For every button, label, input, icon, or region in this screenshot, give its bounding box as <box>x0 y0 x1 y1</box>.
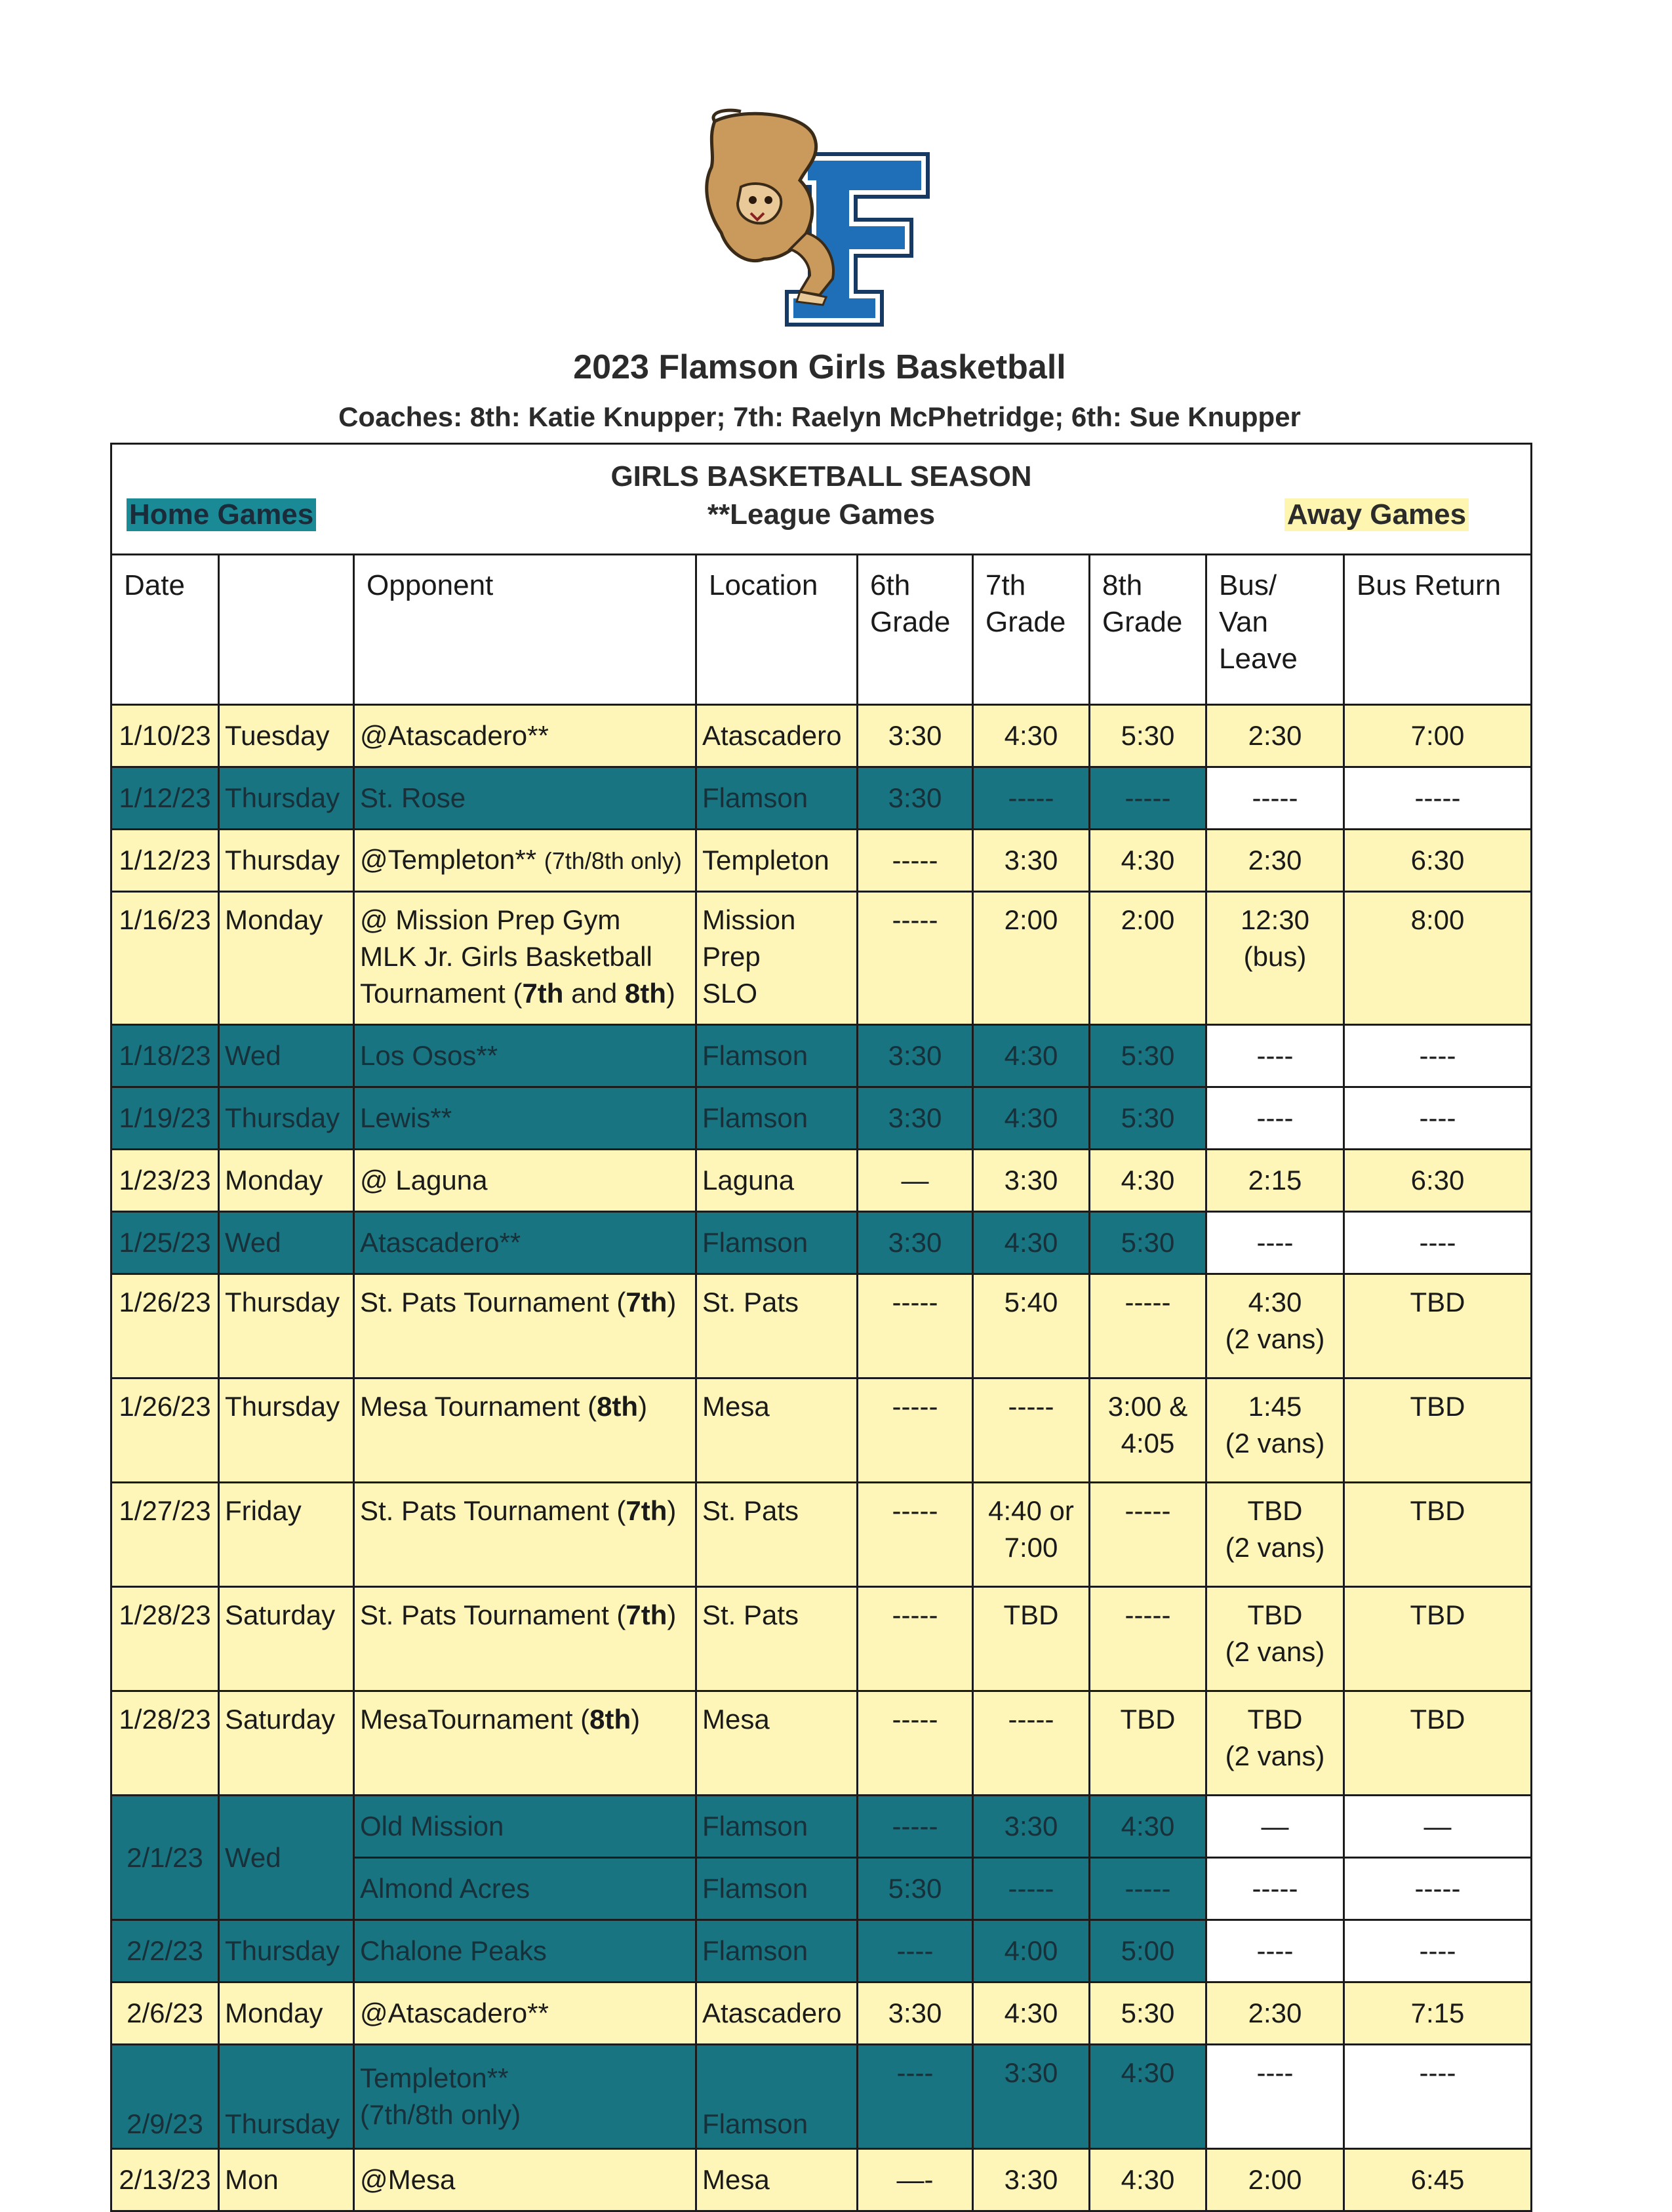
opponent-cell <box>354 1691 696 1796</box>
season-heading: GIRLS BASKETBALL SEASON <box>610 460 1032 493</box>
leave-line: (bus) <box>1243 941 1307 972</box>
text-part: ) <box>666 978 675 1009</box>
legend-header <box>111 444 1532 555</box>
grade8-cell: 4:30 <box>1090 1150 1206 1212</box>
opponent-cell: Almond Acres <box>354 1858 696 1920</box>
grade7-cell: 4:30 <box>973 1982 1090 2045</box>
bus-leave-cell <box>1206 1483 1344 1587</box>
grade6-cell: 3:30 <box>858 1982 973 2045</box>
grade8-cell: 4:30 <box>1090 830 1206 892</box>
day-cell: Wed <box>219 1212 354 1274</box>
bus-return-cell: ---- <box>1344 1920 1532 1982</box>
date-cell: 1/10/23 <box>111 705 219 767</box>
leave-line: (2 vans) <box>1225 1636 1325 1667</box>
grade6-cell: ----- <box>858 1274 973 1378</box>
location-cell: Flamson <box>696 1025 858 1087</box>
date-cell: 1/25/23 <box>111 1212 219 1274</box>
bus-leave-cell: 2:15 <box>1206 1150 1344 1212</box>
bus-return-cell: TBD <box>1344 1691 1532 1796</box>
table-row <box>111 2149 1532 2211</box>
col-7th-grade: 7th Grade <box>973 555 1090 705</box>
table-row <box>111 1982 1532 2045</box>
bus-leave-cell: — <box>1206 1796 1344 1858</box>
grade6-cell: —- <box>858 2149 973 2211</box>
grade6-cell: ----- <box>858 830 973 892</box>
leave-line: 12:30 <box>1240 904 1310 935</box>
day-cell: Thursday <box>219 2045 354 2149</box>
opponent-cell: Old Mission <box>354 1796 696 1858</box>
col-day <box>219 555 354 705</box>
leave-line: (2 vans) <box>1225 1532 1325 1563</box>
bus-return-cell: 6:30 <box>1344 1150 1532 1212</box>
grade7-cell: TBD <box>973 1587 1090 1691</box>
opponent-cell <box>354 2045 696 2149</box>
bus-return-cell: ----- <box>1344 1858 1532 1920</box>
col-bus-return: Bus Return <box>1344 555 1532 705</box>
grade7-cell: ----- <box>973 1858 1090 1920</box>
location-line: Mission <box>702 904 796 935</box>
bus-return-cell: ---- <box>1344 1025 1532 1087</box>
grade6-cell: ----- <box>858 1378 973 1483</box>
day-cell: Monday <box>219 892 354 1025</box>
day-cell: Friday <box>219 1483 354 1587</box>
bus-leave-cell: ---- <box>1206 1212 1344 1274</box>
location-cell: Atascadero <box>696 705 858 767</box>
grade8-cell: ----- <box>1090 1587 1206 1691</box>
grade-bold: 7th <box>626 1495 667 1526</box>
day-cell: Mon <box>219 2149 354 2211</box>
location-cell: Flamson <box>696 1796 858 1858</box>
bus-leave-cell <box>1206 1691 1344 1796</box>
date-cell: 2/13/23 <box>111 2149 219 2211</box>
home-games-legend: Home Games <box>127 498 316 531</box>
day-cell: Thursday <box>219 1920 354 1982</box>
leave-line: 1:45 <box>1248 1391 1302 1422</box>
day-cell: Monday <box>219 1150 354 1212</box>
grade8-cell: 5:30 <box>1090 705 1206 767</box>
table-row <box>111 1274 1532 1378</box>
grade6-cell: 3:30 <box>858 1212 973 1274</box>
grade6-cell: ---- <box>858 2045 973 2149</box>
bus-return-cell: 6:30 <box>1344 830 1532 892</box>
opponent-cell <box>354 892 696 1025</box>
grade6-cell: ----- <box>858 1587 973 1691</box>
bus-return-cell: TBD <box>1344 1274 1532 1378</box>
location-cell: Atascadero <box>696 1982 858 2045</box>
schedule-table <box>110 443 1532 2212</box>
day-cell: Saturday <box>219 1691 354 1796</box>
grade8-cell: 5:30 <box>1090 1025 1206 1087</box>
table-row <box>111 1212 1532 1274</box>
location-cell <box>696 892 858 1025</box>
text-part: ) <box>631 1704 641 1735</box>
day-cell: Thursday <box>219 830 354 892</box>
grade6-cell: ---- <box>858 1920 973 1982</box>
grade8-cell: 5:00 <box>1090 1920 1206 1982</box>
col-bus-leave: Bus/ Van Leave <box>1206 555 1344 705</box>
table-row <box>111 1796 1532 1858</box>
bus-leave-cell: 2:30 <box>1206 1982 1344 2045</box>
bus-return-cell: 8:00 <box>1344 892 1532 1025</box>
time-line: 3:00 & <box>1107 1391 1188 1422</box>
location-cell: Laguna <box>696 1150 858 1212</box>
opponent-cell: St. Rose <box>354 767 696 830</box>
grade8-cell <box>1090 1378 1206 1483</box>
location-cell: Mesa <box>696 1378 858 1483</box>
bus-leave-cell: 2:00 <box>1206 2149 1344 2211</box>
leave-line: (2 vans) <box>1225 1323 1325 1354</box>
col-6th-grade: 6th Grade <box>858 555 973 705</box>
grade8-cell: ----- <box>1090 767 1206 830</box>
text-part: Tournament ( <box>360 978 523 1009</box>
location-cell: Templeton <box>696 830 858 892</box>
bus-return-cell: 6:45 <box>1344 2149 1532 2211</box>
grade7-cell: 2:00 <box>973 892 1090 1025</box>
grade-bold: 8th <box>597 1391 639 1422</box>
opponent-cell: Los Osos** <box>354 1025 696 1087</box>
grade6-cell: — <box>858 1150 973 1212</box>
day-cell: Tuesday <box>219 705 354 767</box>
location-cell: St. Pats <box>696 1274 858 1378</box>
opponent-note: (7th/8th only) <box>544 847 682 874</box>
grade7-cell: ----- <box>973 767 1090 830</box>
date-cell: 1/27/23 <box>111 1483 219 1587</box>
grade8-cell: 5:30 <box>1090 1087 1206 1150</box>
grade7-cell: 3:30 <box>973 1150 1090 1212</box>
text-part: MesaTournament ( <box>360 1704 590 1735</box>
date-cell: 1/18/23 <box>111 1025 219 1087</box>
opponent-cell: Chalone Peaks <box>354 1920 696 1982</box>
text-part: St. Pats Tournament ( <box>360 1495 626 1526</box>
grade7-cell: 3:30 <box>973 2045 1090 2149</box>
text-part: St. Pats Tournament ( <box>360 1599 626 1630</box>
date-cell: 1/12/23 <box>111 767 219 830</box>
grade6-cell: ----- <box>858 1483 973 1587</box>
grade-bold: 7th <box>626 1599 667 1630</box>
opponent-cell <box>354 1274 696 1378</box>
bus-leave-cell: ----- <box>1206 1858 1344 1920</box>
opponent-line: (7th/8th only) <box>360 2099 521 2130</box>
text-part: and <box>563 978 625 1009</box>
grade8-cell: 2:00 <box>1090 892 1206 1025</box>
table-row <box>111 1025 1532 1087</box>
opponent-cell: @Atascadero** <box>354 705 696 767</box>
table-row <box>111 1483 1532 1587</box>
table-row <box>111 1587 1532 1691</box>
opponent-cell: @ Laguna <box>354 1150 696 1212</box>
table-row <box>111 830 1532 892</box>
day-cell: Thursday <box>219 1087 354 1150</box>
grade7-cell <box>973 1483 1090 1587</box>
grade7-cell: 3:30 <box>973 2149 1090 2211</box>
grade7-cell: 4:00 <box>973 1920 1090 1982</box>
leave-line: 4:30 <box>1248 1287 1302 1317</box>
opponent-cell: @Mesa <box>354 2149 696 2211</box>
bus-return-cell: TBD <box>1344 1483 1532 1587</box>
bus-return-cell: TBD <box>1344 1587 1532 1691</box>
grade6-cell: 3:30 <box>858 1087 973 1150</box>
grade7-cell: 4:30 <box>973 1025 1090 1087</box>
text-part: ) <box>667 1495 677 1526</box>
col-location: Location <box>696 555 858 705</box>
time-line: 4:40 or <box>988 1495 1074 1526</box>
grade8-cell: ----- <box>1090 1483 1206 1587</box>
location-line: SLO <box>702 978 758 1009</box>
location-cell: Mesa <box>696 1691 858 1796</box>
table-row <box>111 1920 1532 1982</box>
grade8-cell: 4:30 <box>1090 2045 1206 2149</box>
location-line: Prep <box>702 941 761 972</box>
bus-return-cell: ---- <box>1344 1087 1532 1150</box>
date-cell: 2/9/23 <box>111 2045 219 2149</box>
table-row <box>111 767 1532 830</box>
table-row <box>111 1087 1532 1150</box>
bus-leave-cell: ----- <box>1206 767 1344 830</box>
text-part: ) <box>667 1599 677 1630</box>
column-header-row <box>111 555 1532 705</box>
bus-leave-cell: ---- <box>1206 1920 1344 1982</box>
date-cell: 1/12/23 <box>111 830 219 892</box>
opponent-cell <box>354 1483 696 1587</box>
opponent-cell <box>354 1378 696 1483</box>
bus-return-cell: ---- <box>1344 1212 1532 1274</box>
grade-bold: 7th <box>626 1287 667 1317</box>
day-cell: Thursday <box>219 767 354 830</box>
location-cell: Flamson <box>696 1087 858 1150</box>
grade6-cell: ----- <box>858 1691 973 1796</box>
grade8-cell: TBD <box>1090 1691 1206 1796</box>
grade7-cell: ----- <box>973 1691 1090 1796</box>
coaches-line: Coaches: 8th: Katie Knupper; 7th: Raelyn McPhetridge; 6th: Sue Knupper <box>338 401 1301 432</box>
grade6-cell: 3:30 <box>858 1025 973 1087</box>
grade7-cell: 4:30 <box>973 1212 1090 1274</box>
leave-line: (2 vans) <box>1225 1740 1325 1771</box>
date-cell: 1/26/23 <box>111 1274 219 1378</box>
league-games-legend: **League Games <box>707 498 936 531</box>
location-cell: Mesa <box>696 2149 858 2211</box>
location-cell: Flamson <box>696 1858 858 1920</box>
bus-leave-cell: ---- <box>1206 1087 1344 1150</box>
away-games-legend: Away Games <box>1284 498 1469 531</box>
flamson-cougar-logo <box>702 108 938 331</box>
opponent-line <box>360 975 690 1012</box>
location-cell: Flamson <box>696 2045 858 2149</box>
grade8-cell: ----- <box>1090 1274 1206 1378</box>
opponent-cell: @Atascadero** <box>354 1982 696 2045</box>
date-cell: 1/28/23 <box>111 1691 219 1796</box>
table-row <box>111 1691 1532 1796</box>
grade8-cell: 4:30 <box>1090 1796 1206 1858</box>
opponent-line: @ Mission Prep Gym <box>360 904 621 935</box>
grade6-cell: ----- <box>858 1796 973 1858</box>
page-title: 2023 Flamson Girls Basketball <box>573 348 1066 386</box>
grade8-cell: 5:30 <box>1090 1212 1206 1274</box>
opponent-line: MLK Jr. Girls Basketball <box>360 941 652 972</box>
grade7-cell: 3:30 <box>973 830 1090 892</box>
day-cell: Thursday <box>219 1378 354 1483</box>
location-cell: Flamson <box>696 1920 858 1982</box>
time-line: 7:00 <box>1004 1532 1058 1563</box>
bus-return-cell: TBD <box>1344 1378 1532 1483</box>
bus-return-cell: — <box>1344 1796 1532 1858</box>
opponent-cell: Lewis** <box>354 1087 696 1150</box>
bus-leave-cell <box>1206 1378 1344 1483</box>
opponent-cell: Atascadero** <box>354 1212 696 1274</box>
date-cell: 1/19/23 <box>111 1087 219 1150</box>
leave-line: (2 vans) <box>1225 1428 1325 1458</box>
time-line: 4:05 <box>1121 1428 1175 1458</box>
text-part: St. Pats Tournament ( <box>360 1287 626 1317</box>
location-cell: St. Pats <box>696 1483 858 1587</box>
leave-line: TBD <box>1247 1704 1303 1735</box>
location-cell: Flamson <box>696 767 858 830</box>
leave-line: TBD <box>1247 1599 1303 1630</box>
date-cell: 1/28/23 <box>111 1587 219 1691</box>
location-cell: Flamson <box>696 1212 858 1274</box>
opponent-cell <box>354 1587 696 1691</box>
grade7-cell: 4:30 <box>973 705 1090 767</box>
grade7-cell: 5:40 <box>973 1274 1090 1378</box>
day-cell: Thursday <box>219 1274 354 1378</box>
grade8-cell: ----- <box>1090 1858 1206 1920</box>
bus-leave-cell <box>1206 1587 1344 1691</box>
date-cell: 2/6/23 <box>111 1982 219 2045</box>
table-row <box>111 1150 1532 1212</box>
grade8-cell: 4:30 <box>1090 2149 1206 2211</box>
grade-bold: 7th <box>522 978 564 1009</box>
date-cell: 2/1/23 <box>111 1796 219 1920</box>
bus-return-cell: ----- <box>1344 767 1532 830</box>
date-cell: 1/23/23 <box>111 1150 219 1212</box>
grade7-cell: 3:30 <box>973 1796 1090 1858</box>
grade7-cell: ----- <box>973 1378 1090 1483</box>
date-cell: 1/26/23 <box>111 1378 219 1483</box>
col-date: Date <box>111 555 219 705</box>
grade-bold: 8th <box>624 978 666 1009</box>
grade-bold: 8th <box>589 1704 631 1735</box>
date-cell: 1/16/23 <box>111 892 219 1025</box>
opponent-cell <box>354 830 696 892</box>
text-part: ) <box>638 1391 648 1422</box>
day-cell: Monday <box>219 1982 354 2045</box>
table-row <box>111 705 1532 767</box>
table-row <box>111 1378 1532 1483</box>
bus-leave-cell <box>1206 1274 1344 1378</box>
text-part: ) <box>667 1287 677 1317</box>
bus-return-cell: 7:15 <box>1344 1982 1532 2045</box>
grade6-cell: 3:30 <box>858 705 973 767</box>
bus-leave-cell: 2:30 <box>1206 705 1344 767</box>
grade7-cell: 4:30 <box>973 1087 1090 1150</box>
grade6-cell: 5:30 <box>858 1858 973 1920</box>
bus-leave-cell: 2:30 <box>1206 830 1344 892</box>
opponent-name: @Templeton** <box>360 844 537 875</box>
grade6-cell: 3:30 <box>858 767 973 830</box>
opponent-line: Templeton** <box>360 2062 509 2093</box>
day-cell: Saturday <box>219 1587 354 1691</box>
grade6-cell: ----- <box>858 892 973 1025</box>
bus-return-cell: ---- <box>1344 2045 1532 2149</box>
bus-leave-cell <box>1206 892 1344 1025</box>
leave-line: TBD <box>1247 1495 1303 1526</box>
bus-leave-cell: ---- <box>1206 1025 1344 1087</box>
col-opponent: Opponent <box>354 555 696 705</box>
bus-leave-cell: ---- <box>1206 2045 1344 2149</box>
col-8th-grade: 8th Grade <box>1090 555 1206 705</box>
bus-return-cell: 7:00 <box>1344 705 1532 767</box>
table-row <box>111 2045 1532 2149</box>
location-cell: St. Pats <box>696 1587 858 1691</box>
table-row <box>111 892 1532 1025</box>
day-cell: Wed <box>219 1025 354 1087</box>
day-cell: Wed <box>219 1796 354 1920</box>
date-cell: 2/2/23 <box>111 1920 219 1982</box>
grade8-cell: 5:30 <box>1090 1982 1206 2045</box>
text-part: Mesa Tournament ( <box>360 1391 597 1422</box>
